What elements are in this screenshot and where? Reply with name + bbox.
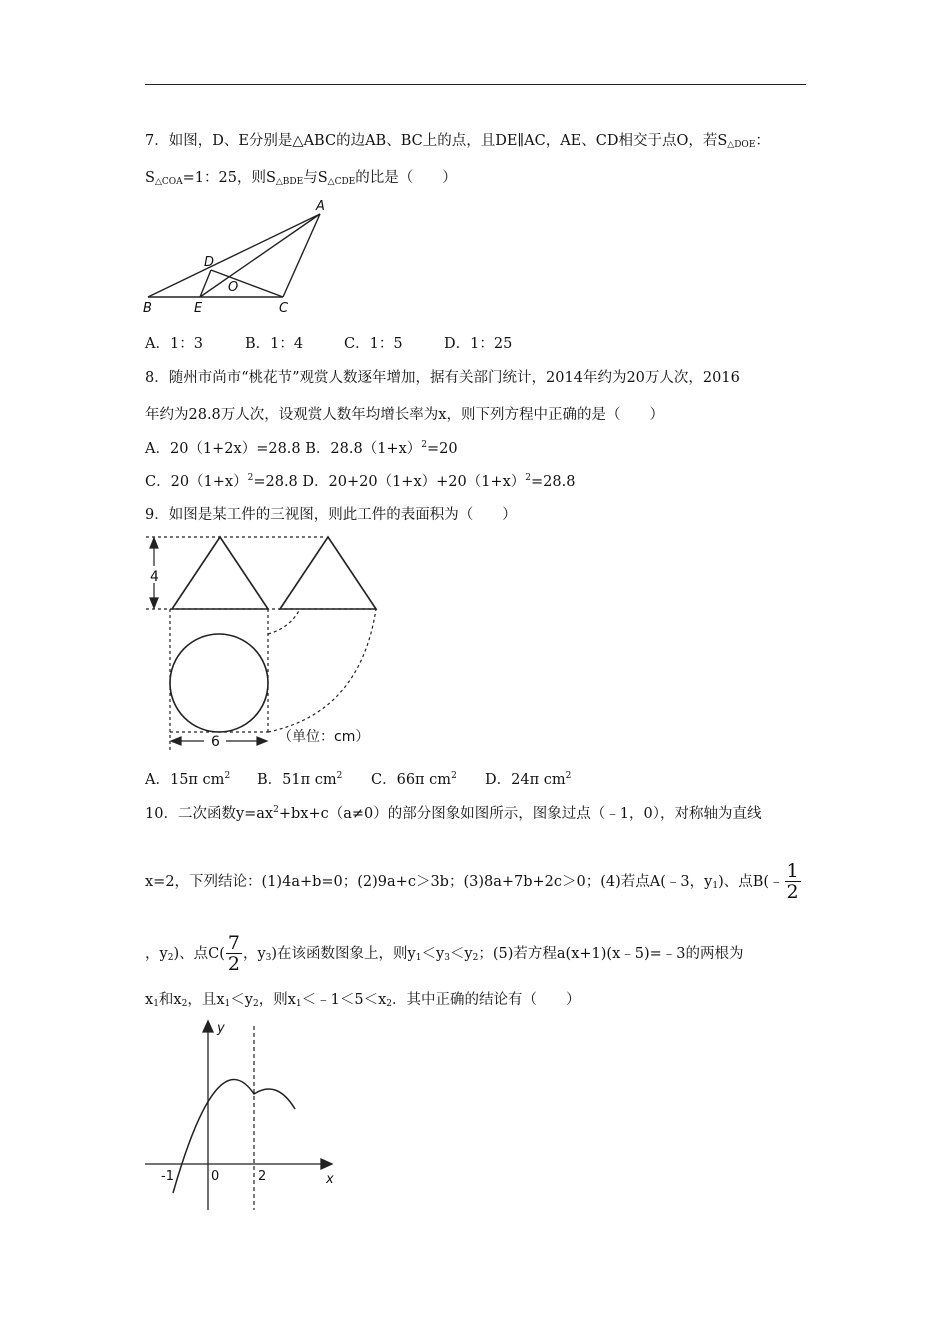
q8-option-b[interactable]: B．$28.8(1+x)^2=20$ (305, 440, 458, 457)
q7-label-o: O (228, 280, 239, 295)
fraction-one-half: $\frac{1}{2}$ (786, 860, 799, 903)
q9-height-label: 4 (150, 569, 159, 585)
q10-tick-two: 2 (258, 1169, 267, 1184)
q7-stem-line2: $S_{\triangle COA}=1$：25，则$S_{\triangle BDE}$与$S_{\triangle CDE}$的比是（ ） (145, 170, 457, 187)
q8-option-c[interactable]: C．$20(1+x)^2=28.8$ (145, 473, 298, 490)
parabola-curve (173, 1080, 295, 1193)
q9-three-view-figure (140, 528, 400, 758)
q7-label-e: E (194, 301, 203, 316)
q10-stem-line1: 10．二次函数$y=ax^2+bx+c(a\ne 0)$的部分图象如图所示，图象过点（﹣1，0），对称轴为直线 (145, 805, 762, 822)
q10-axis-x-label: x (326, 1172, 334, 1187)
q10-stem-line4: $x_1$和$x_2$，且$x_1<y_2$，则$x_1<﹣1<5<x_2$．其中正确的结论有（ ） (145, 992, 581, 1009)
q9-unit-label: （单位：cm） (278, 729, 370, 745)
q9-width-label: 6 (211, 734, 220, 750)
q10-axis-y-label: y (217, 1021, 225, 1036)
fraction-seven-halves: $\frac{7}{2}$ (227, 932, 240, 975)
q7-option-b[interactable]: B．1：4 (245, 336, 304, 352)
q8-options-row2 (145, 470, 575, 491)
q7-label-c: C (279, 301, 289, 316)
q7-option-d[interactable]: D．1：25 (444, 336, 513, 352)
q10-stem-line3: ，$y_2$)、点C( $\frac{7}{2}$ ，$y_3$)在该函数图象上，则$y_1<y_3<y_2$；(5)若方程a(x+1)(x﹣5)=﹣3的两根为 (145, 932, 744, 975)
q7-option-c[interactable]: C．1：5 (344, 336, 403, 352)
q9-option-d[interactable]: D．24π $cm^2$ (485, 771, 572, 788)
q9-option-c[interactable]: C．66π $cm^2$ (371, 771, 457, 788)
q7-stem-line1: 7．如图，D、E分别是△ABC的边AB、BC上的点，且DE∥AC，AE、CD相交于点O，若$S_{\triangle DOE}$： (145, 133, 770, 150)
q7-label-b: B (143, 301, 152, 316)
q7-label-d: D (204, 255, 215, 270)
q9-stem: 9．如图是某工件的三视图，则此工件的表面积为（ ） (145, 507, 517, 523)
q8-stem-line2: 年约为28.8万人次，设观赏人数年均增长率为x，则下列方程中正确的是（ ） (145, 407, 664, 423)
q8-options-row1 (145, 437, 458, 458)
q10-stem-line2: x=2，下列结论：(1)4a+b=0；(2)9a+c＞3b；(3)8a+7b+2c＞0；(4)若点A(﹣3，$y_1$)、点B(﹣ $\frac{1}{2}$ (145, 860, 799, 903)
q9-option-b[interactable]: B．51π $cm^2$ (257, 771, 343, 788)
q8-option-d[interactable]: D．$20+20(1+x)+20(1+x)^2=28.8$ (302, 473, 576, 490)
q9-option-a[interactable]: A．15π $cm^2$ (145, 771, 231, 788)
q7-label-a: A (316, 199, 325, 214)
q8-stem-line1: 8．随州市尚市“桃花节”观赏人数逐年增加，据有关部门统计，2014年约为20万人次，2016 (145, 370, 740, 386)
q8-option-a[interactable]: A．20（1+2x）=28.8 (145, 441, 301, 457)
q7-triangle-figure (140, 196, 340, 321)
q7-option-a[interactable]: A．1：3 (145, 336, 203, 352)
q10-tick-zero: 0 (211, 1169, 220, 1184)
q10-tick-neg1: -1 (161, 1169, 174, 1184)
q10-parabola-figure (140, 1018, 350, 1218)
header-rule (145, 84, 806, 85)
